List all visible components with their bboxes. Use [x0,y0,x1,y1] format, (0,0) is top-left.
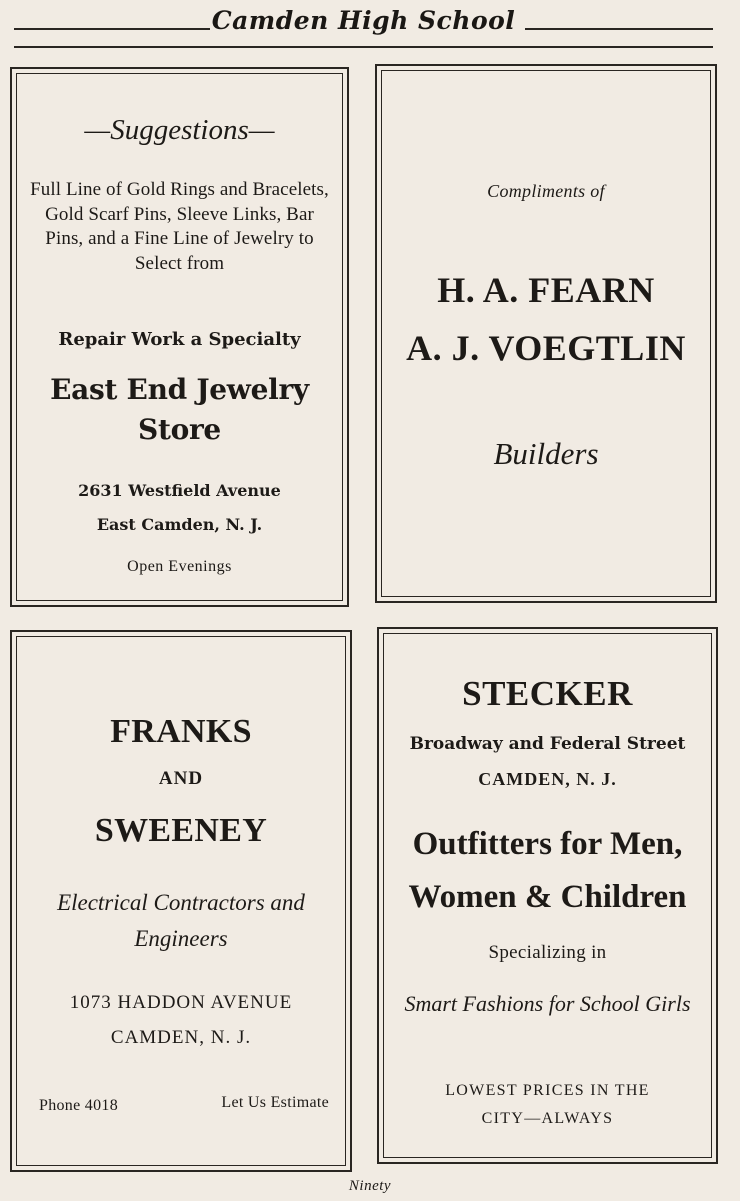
builders-ad [375,64,717,603]
ad-inner-border [16,73,343,601]
address-city: CAMDEN, N. J. [110,1027,252,1048]
suggestions-heading: —Suggestions— [84,114,275,146]
ad-inner-border [16,636,346,1166]
header-rule-bottom [14,46,713,48]
address-street: 1073 HADDON AVENUE [69,992,293,1013]
ad-inner-border [383,633,712,1158]
repair-specialty: Repair Work a Specialty [58,329,301,350]
stecker-outfitters-ad [377,627,718,1164]
phone-number: Phone 4018 [39,1097,118,1114]
address-city: East Camden, N. J. [96,515,263,534]
page-number: Ninety [348,1178,392,1194]
store-name: East End Jewelry Store [50,373,309,446]
company-name-sweeney: SWEENEY [94,812,268,849]
jewelry-product-list: Full Line of Gold Rings and Bracelets, Gold Scarf Pins, Sleeve Links, Bar Pins, and a Fine Line of Jewelry to Select from [30,179,329,274]
page-title: Camden High School [211,6,516,35]
electrical-trade: Electrical Contractors and Engineers [57,890,305,951]
store-name: STECKER [462,674,633,713]
estimate-slogan: Let Us Estimate [221,1094,329,1111]
store-hours: Open Evenings [127,558,232,575]
address-street: Broadway and Federal Street [409,734,686,754]
specializing-text: Specializing in [488,942,607,963]
jewelry-store-ad [10,67,349,607]
address-city: CAMDEN, N. J. [478,769,617,789]
builder-name-fearn: H. A. FEARN [437,270,655,310]
compliments-text: Compliments of [487,181,605,201]
page-header [14,4,713,52]
builder-name-voegtlin: A. J. VOEGTLIN [406,328,686,368]
smart-fashions-text: Smart Fashions for School Girls [404,991,691,1016]
tagline-line1: Outfitters for Men, [412,826,683,862]
tagline-line2: Women & Children [408,879,687,915]
builders-trade: Builders [493,436,599,471]
prices-line1: LOWEST PRICES IN THE [445,1082,650,1099]
company-conjunction: AND [158,768,204,789]
prices-line2: CITY—ALWAYS [481,1110,614,1127]
electrical-contractors-ad [10,630,352,1172]
header-rule-right [525,28,713,30]
company-name-franks: FRANKS [110,713,252,750]
ad-inner-border [381,70,711,597]
address-street: 2631 Westfield Avenue [78,481,281,500]
